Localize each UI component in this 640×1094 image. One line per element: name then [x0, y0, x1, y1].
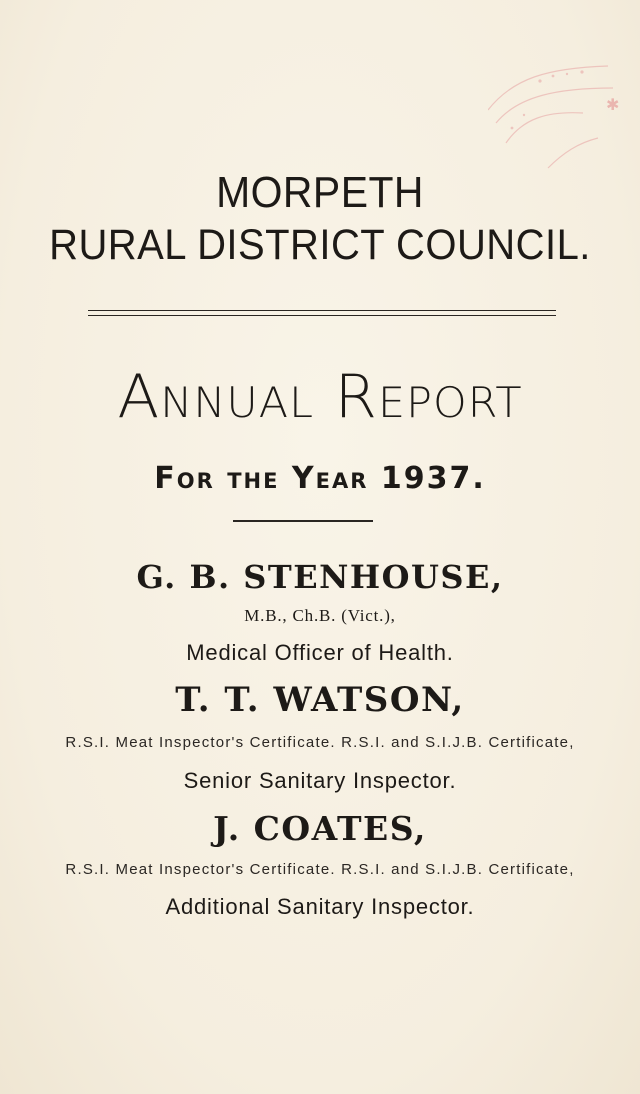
- officer-name-watson: T. T. WATSON,: [175, 680, 465, 720]
- officer-role-stenhouse: Medical Officer of Health.: [186, 640, 454, 665]
- officer-name-coates: J. COATES,: [213, 809, 427, 848]
- officer-name-stenhouse: G. B. STENHOUSE,: [136, 558, 504, 596]
- council-name-line1: MORPETH: [216, 168, 424, 217]
- short-divider: [233, 520, 373, 522]
- report-title: Annual Report: [117, 362, 523, 432]
- svg-text:✱: ✱: [606, 95, 620, 114]
- library-stamp-icon: [488, 48, 640, 178]
- officer-qualifications-coates: R.S.I. Meat Inspector's Certificate. R.S.I. and S.I.J.B. Certificate,: [65, 861, 575, 878]
- report-year: For the Year 1937.: [154, 461, 486, 496]
- officer-role-watson: Senior Sanitary Inspector.: [183, 768, 457, 793]
- officer-qualifications-watson: R.S.I. Meat Inspector's Certificate. R.S.I. and S.I.J.B. Certificate,: [65, 734, 575, 751]
- officer-role-coates: Additional Sanitary Inspector.: [165, 894, 475, 919]
- double-divider: [88, 310, 556, 316]
- officer-qualifications-stenhouse: M.B., Ch.B. (Vict.),: [244, 606, 396, 625]
- council-name-line2: RURAL DISTRICT COUNCIL.: [49, 221, 591, 269]
